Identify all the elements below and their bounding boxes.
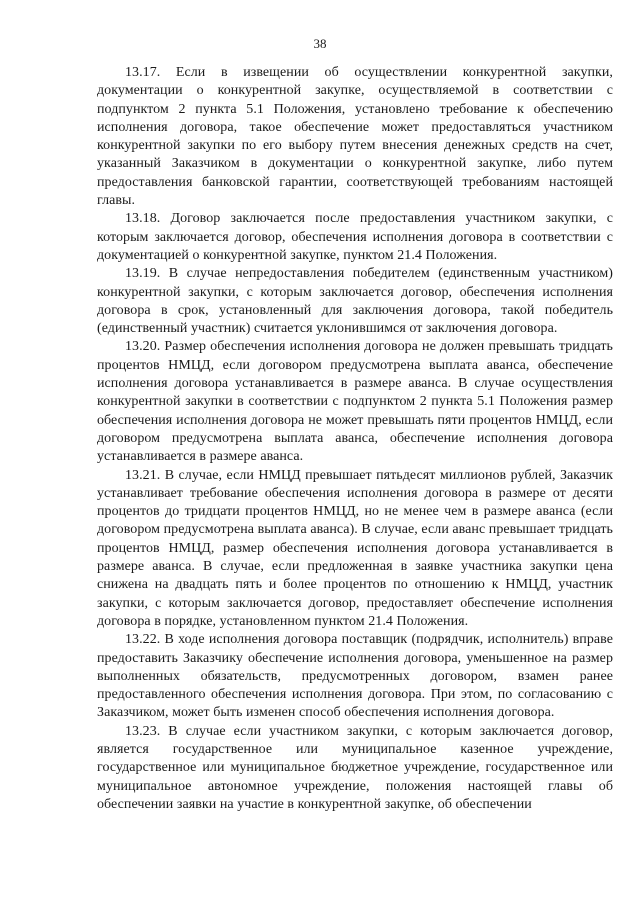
clause-13-21: 13.21. В случае, если НМЦД превышает пятьдесят миллионов рублей, Заказчик устанавливает требование обеспечения исполнения договора в размере от десяти процентов до тридцати процентов НМЦД, но не менее чем в размере аванса (если договором предусмотрена выплата аванса). В случае, если аванс превышает тридцать процентов НМЦД, размер обеспечения исполнения договора устанавливается в размере аванса. В случае, если предложенная в заявке участника закупки цена снижена на двадцать пять и более процентов по отношению к НМЦД, участник закупки, с которым заключается договор, предоставляет обеспечение исполнения договора в порядке, установленном пунктом 21.4 Положения. (97, 467, 613, 629)
page-number: 38 (313, 36, 327, 51)
clause-13-18: 13.18. Договор заключается после предоставления участником закупки, с которым заключается договор, обеспечения исполнения договора в соответствии с документацией о конкурентной закупке, пунктом 21.4 Положения. (97, 211, 613, 263)
clause-13-20: 13.20. Размер обеспечения исполнения договора не должен превышать тридцать процентов НМЦД, если договором предусмотрена выплата аванса, обеспечение исполнения договора устанавливается в размере аванса. В случае осуществления конкурентной закупки в соответствии с подпунктом 2 пункта 5.1 Положения размер обеспечения исполнения договора не может превышать пяти процентов НМЦД, если договором предусмотрена выплата аванса, обеспечение исполнения договора устанавливается в размере аванса. (97, 339, 613, 465)
document-body (97, 64, 613, 814)
clause-13-17: 13.17. Если в извещении об осуществлении конкурентной закупки, документации о конкурентной закупке, осуществляемой в соответствии с подпунктом 2 пункта 5.1 Положения, установлено требование к обеспечению исполнения договора, такое обеспечение может предоставляться участником конкурентной закупки по его выбору путем внесения денежных средств на счет, указанный Заказчиком в документации о конкурентной закупке, либо путем предоставления банковской гарантии, соответствующей требованиям настоящей главы. (97, 65, 613, 209)
clause-13-23: 13.23. В случае если участником закупки, с которым заключается договор, является государственное или муниципальное казенное учреждение, государственное или муниципальное бюджетное учреждение, государственное или муниципальное автономное учреждение, положения настоящей главы об обеспечении заявки на участие в конкурентной закупке, об обеспечении (97, 723, 613, 812)
clause-13-22: 13.22. В ходе исполнения договора поставщик (подрядчик, исполнитель) вправе предоставить Заказчику обеспечение исполнения договора, уменьшенное на размер выполненных обязательств, предусмотренных договором, взамен ранее предоставленного обеспечения исполнения договора. При этом, по согласованию с Заказчиком, может быть изменен способ обеспечения исполнения договора. (97, 632, 613, 721)
clause-13-19: 13.19. В случае непредоставления победителем (единственным участником) конкурентной закупки, с которым заключается договор, обеспечения исполнения договора в срок, установленный для заключения договора, такой победитель (единственный участник) считается уклонившимся от заключения договора. (97, 266, 613, 337)
